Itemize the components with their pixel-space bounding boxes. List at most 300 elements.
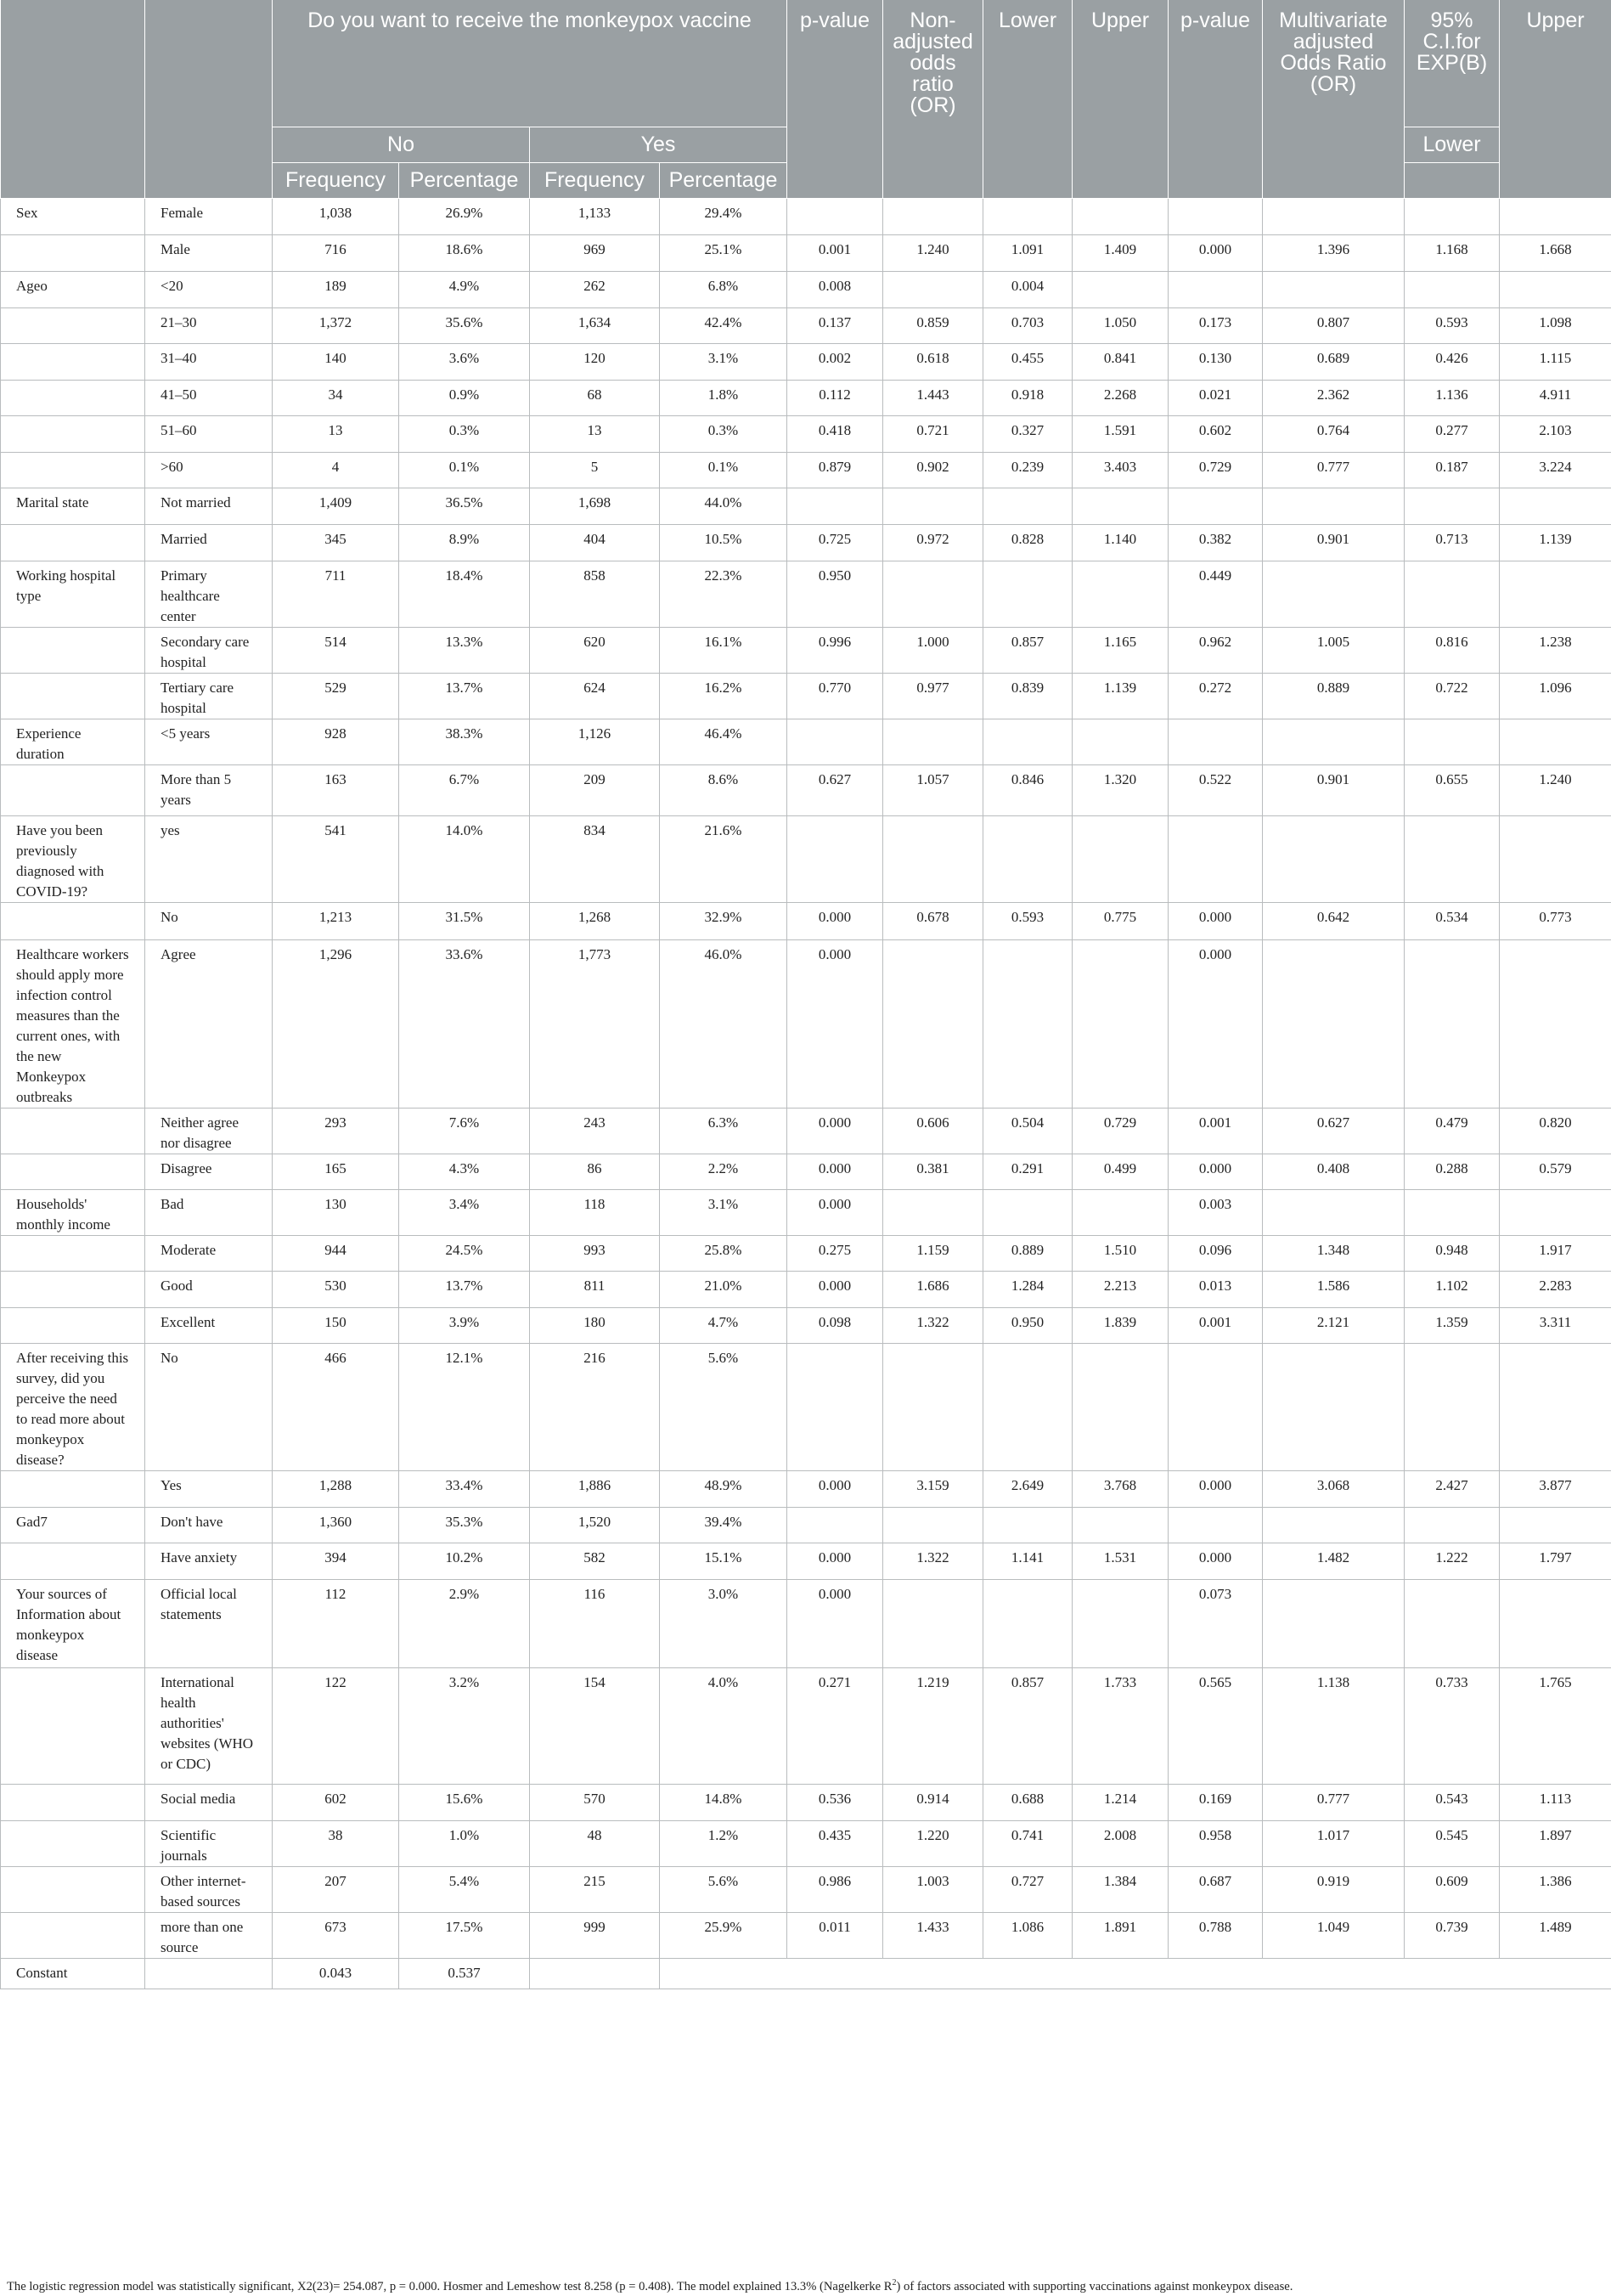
cell-p-value: 0.002 [787, 343, 883, 380]
cell-level: Agree [145, 939, 273, 1108]
cell-upper [1073, 198, 1169, 234]
cell-yes-frequency: 834 [530, 815, 660, 902]
cell-no-percentage: 26.9% [399, 198, 530, 234]
cell-ci-upper: 1.797 [1500, 1543, 1611, 1579]
cell-upper: 3.403 [1073, 452, 1169, 488]
cell-adjusted-odds-ratio: 0.901 [1263, 764, 1405, 815]
cell-adjusted-odds-ratio: 0.807 [1263, 307, 1405, 343]
cell-yes-frequency: 999 [530, 1912, 660, 1958]
cell-yes-percentage: 10.5% [660, 524, 787, 561]
cell-odds-ratio: 0.902 [883, 452, 983, 488]
header-no-percentage: Percentage [399, 162, 530, 198]
cell-ci-lower: 0.609 [1405, 1866, 1500, 1912]
cell-odds-ratio [883, 1189, 983, 1235]
cell-adjusted-odds-ratio [1263, 719, 1405, 764]
cell-variable-name: Working hospital type [1, 561, 145, 627]
cell-ci-lower: 0.288 [1405, 1154, 1500, 1189]
header-no-frequency: Frequency [273, 162, 399, 198]
cell-variable-name [1, 524, 145, 561]
cell-odds-ratio: 1.322 [883, 1543, 983, 1579]
cell-p-value [787, 815, 883, 902]
cell-upper: 1.891 [1073, 1912, 1169, 1958]
cell-variable-name [1, 343, 145, 380]
cell-p-value: 0.000 [787, 902, 883, 939]
cell-lower: 0.455 [983, 343, 1073, 380]
cell-ci-upper: 1.098 [1500, 307, 1611, 343]
cell-upper [1073, 1579, 1169, 1667]
cell-ci-upper: 1.096 [1500, 673, 1611, 719]
cell-upper [1073, 939, 1169, 1108]
cell-p-value: 0.770 [787, 673, 883, 719]
cell-p-value: 0.435 [787, 1820, 883, 1866]
cell-ci-lower [1405, 815, 1500, 902]
cell-no-frequency: 1,296 [273, 939, 399, 1108]
cell-variable-name: Sex [1, 198, 145, 234]
cell-p-value: 0.000 [787, 1543, 883, 1579]
cell-no-percentage: 35.3% [399, 1507, 530, 1543]
cell-ci-upper: 2.103 [1500, 415, 1611, 452]
table-row [1, 1866, 1611, 1912]
cell-adj-p-value: 0.073 [1169, 1579, 1263, 1667]
table-row [1, 561, 1611, 627]
cell-adj-p-value: 0.565 [1169, 1667, 1263, 1784]
cell-yes-percentage: 46.4% [660, 719, 787, 764]
cell-lower [983, 1579, 1073, 1667]
cell-no-percentage: 2.9% [399, 1579, 530, 1667]
cell-variable-name: Ageo [1, 271, 145, 307]
cell-upper [1073, 271, 1169, 307]
cell-lower: 0.727 [983, 1866, 1073, 1912]
cell-no-frequency: 928 [273, 719, 399, 764]
cell-adj-p-value: 0.382 [1169, 524, 1263, 561]
table-row [1, 1820, 1611, 1866]
cell-no-percentage: 33.6% [399, 939, 530, 1108]
table-row [1, 1189, 1611, 1235]
cell-adj-p-value: 0.173 [1169, 307, 1263, 343]
cell-yes-frequency: 1,520 [530, 1507, 660, 1543]
cell-ci-lower: 0.545 [1405, 1820, 1500, 1866]
cell-yes-frequency: 154 [530, 1667, 660, 1784]
cell-variable-name [1, 1235, 145, 1271]
cell-lower: 1.086 [983, 1912, 1073, 1958]
cell-adjusted-odds-ratio: 1.005 [1263, 627, 1405, 673]
header-pvalue-1: p-value [787, 0, 883, 127]
cell-adjusted-odds-ratio [1263, 488, 1405, 524]
cell-lower: 0.004 [983, 271, 1073, 307]
cell-no-percentage: 18.4% [399, 561, 530, 627]
cell-no-percentage: 1.0% [399, 1820, 530, 1866]
cell-yes-percentage: 4.0% [660, 1667, 787, 1784]
cell-ci-upper: 3.311 [1500, 1307, 1611, 1343]
cell-yes-percentage: 22.3% [660, 561, 787, 627]
cell-no-frequency: 345 [273, 524, 399, 561]
cell-variable-name: Households' monthly income [1, 1189, 145, 1235]
cell-odds-ratio: 0.618 [883, 343, 983, 380]
cell-p-value [787, 488, 883, 524]
cell-level: Secondary care hospital [145, 627, 273, 673]
cell-lower: 0.593 [983, 902, 1073, 939]
cell-no-frequency: 529 [273, 673, 399, 719]
cell-adj-p-value: 0.000 [1169, 1470, 1263, 1507]
cell-odds-ratio: 1.322 [883, 1307, 983, 1343]
cell-ci-lower: 1.222 [1405, 1543, 1500, 1579]
cell-ci-lower [1405, 198, 1500, 234]
cell-p-value: 0.996 [787, 627, 883, 673]
cell-yes-frequency: 811 [530, 1271, 660, 1307]
cell-no-percentage: 3.6% [399, 343, 530, 380]
cell-ci-upper: 0.820 [1500, 1108, 1611, 1154]
cell-adjusted-odds-ratio: 1.482 [1263, 1543, 1405, 1579]
cell-odds-ratio: 0.914 [883, 1784, 983, 1820]
cell-adj-p-value: 0.001 [1169, 1108, 1263, 1154]
cell-p-value [787, 1343, 883, 1470]
cell-variable-name [1, 1154, 145, 1189]
cell-adj-p-value [1169, 198, 1263, 234]
cell-lower: 0.828 [983, 524, 1073, 561]
cell-adj-p-value [1169, 1343, 1263, 1470]
header-yes-percentage: Percentage [660, 162, 787, 198]
cell-p-value: 0.008 [787, 271, 883, 307]
cell-level: Good [145, 1271, 273, 1307]
cell-no-percentage: 15.6% [399, 1784, 530, 1820]
cell-yes-percentage: 0.1% [660, 452, 787, 488]
cell-no-frequency: 4 [273, 452, 399, 488]
cell-level: Not married [145, 488, 273, 524]
cell-variable-name [1, 1271, 145, 1307]
cell-level: >60 [145, 452, 273, 488]
cell-upper: 1.165 [1073, 627, 1169, 673]
cell-variable-name [1, 1784, 145, 1820]
cell-yes-frequency: 1,133 [530, 198, 660, 234]
cell-yes-percentage: 2.2% [660, 1154, 787, 1189]
cell-adj-p-value: 0.003 [1169, 1189, 1263, 1235]
cell-adjusted-odds-ratio: 1.348 [1263, 1235, 1405, 1271]
cell-no-frequency: 150 [273, 1307, 399, 1343]
cell-odds-ratio: 1.433 [883, 1912, 983, 1958]
cell-no-percentage: 7.6% [399, 1108, 530, 1154]
header-yes: Yes [530, 127, 787, 162]
cell-ci-upper: 3.877 [1500, 1470, 1611, 1507]
table-row [1, 1271, 1611, 1307]
cell-odds-ratio: 0.678 [883, 902, 983, 939]
cell-lower: 0.504 [983, 1108, 1073, 1154]
cell-upper [1073, 561, 1169, 627]
cell-p-value: 0.950 [787, 561, 883, 627]
cell-adjusted-odds-ratio: 1.396 [1263, 234, 1405, 271]
cell-adj-p-value: 0.958 [1169, 1820, 1263, 1866]
table-row [1, 1154, 1611, 1189]
cell-no-percentage: 33.4% [399, 1470, 530, 1507]
cell-yes-frequency: 1,126 [530, 719, 660, 764]
cell-adj-p-value: 0.962 [1169, 627, 1263, 673]
header-ci-label: 95% C.I.for EXP(B) [1405, 0, 1500, 127]
cell-yes-frequency: 86 [530, 1154, 660, 1189]
cell-no-percentage: 5.4% [399, 1866, 530, 1912]
cell-level: Yes [145, 1470, 273, 1507]
cell-p-value: 0.627 [787, 764, 883, 815]
cell-adj-p-value: 0.788 [1169, 1912, 1263, 1958]
cell-p-value: 0.418 [787, 415, 883, 452]
cell-no-frequency: 944 [273, 1235, 399, 1271]
table-row [1, 1470, 1611, 1507]
cell-level: Female [145, 198, 273, 234]
cell-ci-upper: 1.240 [1500, 764, 1611, 815]
cell-variable-name [1, 307, 145, 343]
cell-ci-lower: 0.534 [1405, 902, 1500, 939]
constant-p: 0.537 [399, 1958, 530, 1989]
cell-ci-lower [1405, 939, 1500, 1108]
cell-p-value: 0.000 [787, 1189, 883, 1235]
cell-ci-lower [1405, 1579, 1500, 1667]
table-header [1, 0, 1611, 198]
cell-no-frequency: 514 [273, 627, 399, 673]
table-row [1, 1235, 1611, 1271]
cell-variable-name [1, 627, 145, 673]
cell-ci-upper: 1.897 [1500, 1820, 1611, 1866]
cell-variable-name [1, 1108, 145, 1154]
cell-no-frequency: 1,360 [273, 1507, 399, 1543]
cell-variable-name [1, 764, 145, 815]
cell-adjusted-odds-ratio: 2.121 [1263, 1307, 1405, 1343]
cell-ci-lower [1405, 719, 1500, 764]
cell-no-percentage: 31.5% [399, 902, 530, 939]
cell-adj-p-value [1169, 488, 1263, 524]
cell-variable-name: Marital state [1, 488, 145, 524]
cell-no-percentage: 3.2% [399, 1667, 530, 1784]
cell-ci-upper: 2.283 [1500, 1271, 1611, 1307]
cell-variable-name [1, 415, 145, 452]
cell-yes-frequency: 1,634 [530, 307, 660, 343]
cell-odds-ratio [883, 488, 983, 524]
cell-yes-percentage: 1.2% [660, 1820, 787, 1866]
cell-no-frequency: 1,409 [273, 488, 399, 524]
cell-variable-name [1, 234, 145, 271]
cell-level: Social media [145, 1784, 273, 1820]
cell-level: more than one source [145, 1912, 273, 1958]
cell-variable-name: Gad7 [1, 1507, 145, 1543]
cell-upper: 2.268 [1073, 380, 1169, 415]
cell-odds-ratio [883, 561, 983, 627]
cell-lower: 0.846 [983, 764, 1073, 815]
cell-odds-ratio: 0.977 [883, 673, 983, 719]
cell-level: Moderate [145, 1235, 273, 1271]
cell-yes-percentage: 25.1% [660, 234, 787, 271]
table-row [1, 380, 1611, 415]
cell-yes-frequency: 624 [530, 673, 660, 719]
cell-odds-ratio: 1.159 [883, 1235, 983, 1271]
table-row [1, 1543, 1611, 1579]
cell-lower [983, 488, 1073, 524]
cell-ci-lower: 0.277 [1405, 415, 1500, 452]
cell-adjusted-odds-ratio: 1.586 [1263, 1271, 1405, 1307]
cell-adj-p-value: 0.021 [1169, 380, 1263, 415]
cell-variable-name [1, 1866, 145, 1912]
cell-upper: 1.510 [1073, 1235, 1169, 1271]
cell-lower: 0.857 [983, 1667, 1073, 1784]
cell-yes-frequency: 993 [530, 1235, 660, 1271]
cell-odds-ratio [883, 815, 983, 902]
cell-odds-ratio: 0.381 [883, 1154, 983, 1189]
cell-upper: 1.531 [1073, 1543, 1169, 1579]
cell-level: Tertiary care hospital [145, 673, 273, 719]
header-multivariate-or: Multivariate adjusted Odds Ratio (OR) [1263, 0, 1405, 127]
cell-adj-p-value: 0.729 [1169, 452, 1263, 488]
cell-no-percentage: 0.1% [399, 452, 530, 488]
header-no: No [273, 127, 530, 162]
cell-ci-upper: 1.668 [1500, 234, 1611, 271]
cell-adjusted-odds-ratio [1263, 198, 1405, 234]
cell-yes-percentage: 3.1% [660, 343, 787, 380]
cell-upper: 2.213 [1073, 1271, 1169, 1307]
header-upper-2: Upper [1500, 0, 1611, 127]
cell-no-frequency: 394 [273, 1543, 399, 1579]
cell-lower: 0.741 [983, 1820, 1073, 1866]
cell-yes-percentage: 0.3% [660, 415, 787, 452]
cell-odds-ratio: 3.159 [883, 1470, 983, 1507]
cell-odds-ratio [883, 1507, 983, 1543]
cell-adjusted-odds-ratio [1263, 815, 1405, 902]
cell-no-frequency: 34 [273, 380, 399, 415]
cell-no-percentage: 3.4% [399, 1189, 530, 1235]
cell-adjusted-odds-ratio: 1.049 [1263, 1912, 1405, 1958]
constant-blank-1 [530, 1958, 660, 1989]
cell-variable-name [1, 452, 145, 488]
cell-no-percentage: 3.9% [399, 1307, 530, 1343]
cell-adj-p-value: 0.096 [1169, 1235, 1263, 1271]
cell-lower [983, 1507, 1073, 1543]
cell-no-frequency: 112 [273, 1579, 399, 1667]
table-row [1, 1343, 1611, 1470]
cell-adj-p-value: 0.001 [1169, 1307, 1263, 1343]
table-row [1, 1912, 1611, 1958]
cell-level: Male [145, 234, 273, 271]
cell-odds-ratio [883, 1579, 983, 1667]
cell-yes-percentage: 5.6% [660, 1343, 787, 1470]
cell-adj-p-value: 0.130 [1169, 343, 1263, 380]
cell-level: Other internet-based sources [145, 1866, 273, 1912]
cell-adj-p-value [1169, 719, 1263, 764]
cell-no-frequency: 13 [273, 415, 399, 452]
cell-lower: 0.703 [983, 307, 1073, 343]
cell-yes-percentage: 25.9% [660, 1912, 787, 1958]
cell-ci-lower: 0.816 [1405, 627, 1500, 673]
cell-variable-name [1, 1470, 145, 1507]
cell-no-percentage: 8.9% [399, 524, 530, 561]
cell-p-value: 0.112 [787, 380, 883, 415]
cell-no-frequency: 1,288 [273, 1470, 399, 1507]
cell-variable-name: After receiving this survey, did you perceive the need to read more about monkeypox disease? [1, 1343, 145, 1470]
cell-yes-percentage: 4.7% [660, 1307, 787, 1343]
cell-adjusted-odds-ratio: 0.627 [1263, 1108, 1405, 1154]
cell-no-frequency: 165 [273, 1154, 399, 1189]
cell-no-frequency: 1,372 [273, 307, 399, 343]
cell-level: Neither agree nor disagree [145, 1108, 273, 1154]
cell-p-value: 0.536 [787, 1784, 883, 1820]
cell-adjusted-odds-ratio [1263, 561, 1405, 627]
cell-no-percentage: 18.6% [399, 234, 530, 271]
cell-no-percentage: 24.5% [399, 1235, 530, 1271]
cell-p-value: 0.000 [787, 1154, 883, 1189]
cell-no-frequency: 1,213 [273, 902, 399, 939]
cell-yes-percentage: 42.4% [660, 307, 787, 343]
cell-yes-frequency: 209 [530, 764, 660, 815]
cell-odds-ratio: 1.219 [883, 1667, 983, 1784]
header-lower-2: Lower [1405, 127, 1500, 162]
cell-p-value [787, 1507, 883, 1543]
cell-yes-percentage: 3.0% [660, 1579, 787, 1667]
cell-lower: 0.839 [983, 673, 1073, 719]
table-row [1, 673, 1611, 719]
header-non-adjusted-or: Non-adjusted odds ratio (OR) [883, 0, 983, 127]
table-row [1, 1307, 1611, 1343]
cell-no-percentage: 12.1% [399, 1343, 530, 1470]
cell-upper: 1.050 [1073, 307, 1169, 343]
cell-level: Don't have [145, 1507, 273, 1543]
cell-lower: 0.889 [983, 1235, 1073, 1271]
cell-no-percentage: 6.7% [399, 764, 530, 815]
cell-variable-name: Experience duration [1, 719, 145, 764]
cell-level: 21–30 [145, 307, 273, 343]
cell-yes-percentage: 32.9% [660, 902, 787, 939]
cell-yes-frequency: 116 [530, 1579, 660, 1667]
cell-lower: 0.857 [983, 627, 1073, 673]
cell-yes-frequency: 262 [530, 271, 660, 307]
cell-lower: 0.327 [983, 415, 1073, 452]
cell-adjusted-odds-ratio: 0.642 [1263, 902, 1405, 939]
cell-adj-p-value [1169, 815, 1263, 902]
cell-no-percentage: 13.7% [399, 1271, 530, 1307]
cell-yes-percentage: 15.1% [660, 1543, 787, 1579]
cell-adjusted-odds-ratio: 0.408 [1263, 1154, 1405, 1189]
cell-yes-percentage: 21.6% [660, 815, 787, 902]
cell-no-percentage: 17.5% [399, 1912, 530, 1958]
cell-adj-p-value: 0.522 [1169, 764, 1263, 815]
cell-adjusted-odds-ratio: 0.777 [1263, 452, 1405, 488]
cell-yes-percentage: 14.8% [660, 1784, 787, 1820]
cell-yes-percentage: 8.6% [660, 764, 787, 815]
cell-adjusted-odds-ratio [1263, 1507, 1405, 1543]
cell-ci-lower: 0.593 [1405, 307, 1500, 343]
cell-ci-lower: 2.427 [1405, 1470, 1500, 1507]
cell-no-percentage: 4.3% [399, 1154, 530, 1189]
cell-adjusted-odds-ratio: 3.068 [1263, 1470, 1405, 1507]
table-row [1, 1579, 1611, 1667]
cell-ci-lower [1405, 1189, 1500, 1235]
cell-no-percentage: 13.7% [399, 673, 530, 719]
cell-yes-frequency: 404 [530, 524, 660, 561]
cell-no-frequency: 207 [273, 1866, 399, 1912]
cell-ci-lower: 0.733 [1405, 1667, 1500, 1784]
cell-yes-percentage: 1.8% [660, 380, 787, 415]
cell-p-value: 0.986 [787, 1866, 883, 1912]
cell-level: More than 5 years [145, 764, 273, 815]
cell-upper: 1.384 [1073, 1866, 1169, 1912]
cell-upper: 1.320 [1073, 764, 1169, 815]
cell-no-percentage: 13.3% [399, 627, 530, 673]
cell-upper [1073, 719, 1169, 764]
cell-p-value [787, 719, 883, 764]
cell-p-value: 0.001 [787, 234, 883, 271]
cell-yes-percentage: 21.0% [660, 1271, 787, 1307]
table-row [1, 415, 1611, 452]
cell-no-percentage: 10.2% [399, 1543, 530, 1579]
cell-no-frequency: 38 [273, 1820, 399, 1866]
cell-odds-ratio [883, 198, 983, 234]
cell-ci-lower: 1.168 [1405, 234, 1500, 271]
cell-p-value: 0.000 [787, 939, 883, 1108]
cell-p-value: 0.271 [787, 1667, 883, 1784]
cell-odds-ratio: 0.972 [883, 524, 983, 561]
